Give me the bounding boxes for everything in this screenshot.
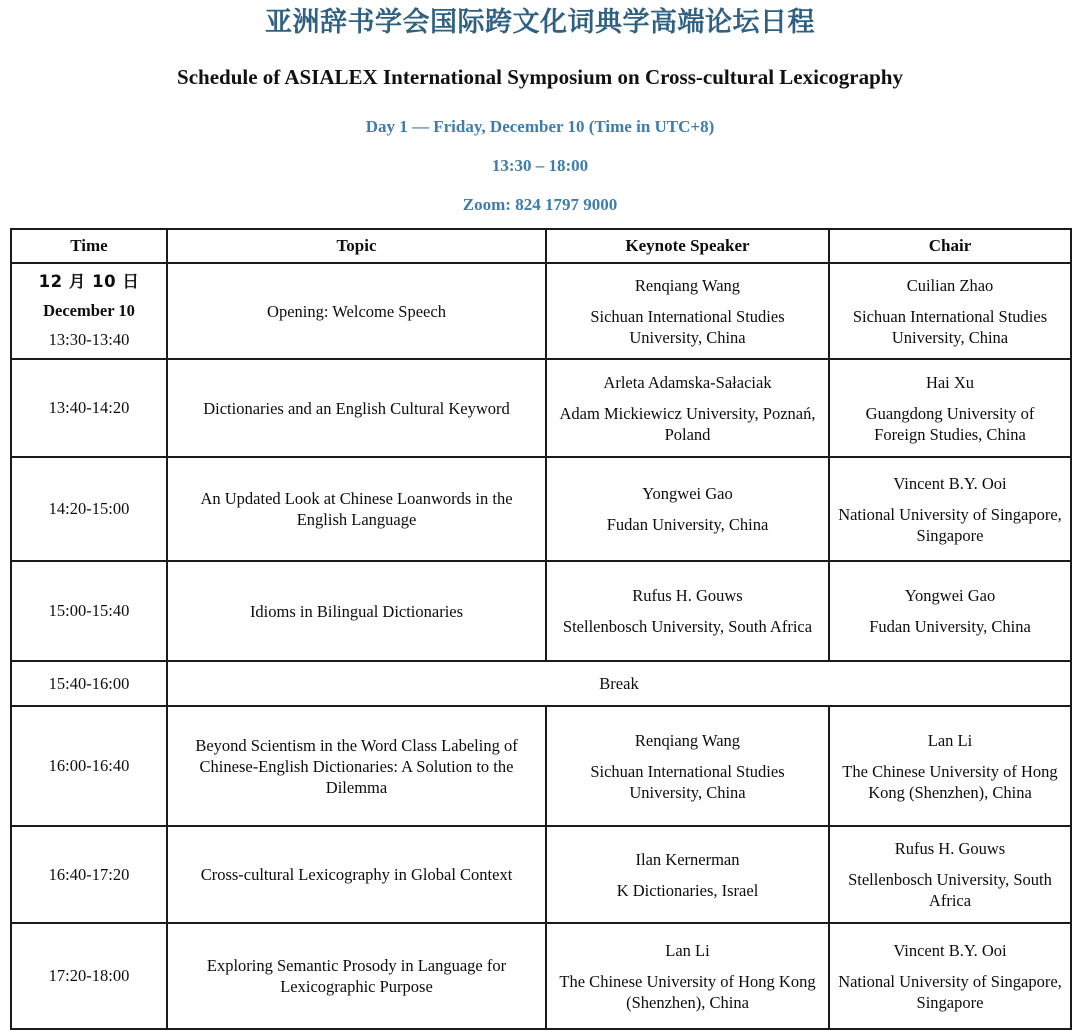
cell-chair-affiliation: Sichuan International Studies University, China [852, 306, 1048, 347]
cell-keynote-speaker-affiliation: Stellenbosch University, South Africa [562, 617, 813, 636]
cell-chair-name: Vincent B.Y. Ooi [893, 473, 1007, 493]
column-header-topic: Topic [167, 229, 546, 263]
cell-chair-affiliation: Fudan University, China [869, 617, 1031, 636]
time-range: 15:40-16:00 [48, 673, 130, 693]
cell-chair [829, 359, 1071, 457]
cell-keynote-speaker [546, 359, 829, 457]
document-header [0, 0, 1080, 216]
cell-topic: Cross-cultural Lexicography in Global Context [167, 826, 546, 923]
schedule-table-header [11, 229, 1071, 263]
cell-time [11, 661, 167, 706]
cell-chair-name: Rufus H. Gouws [894, 839, 1006, 858]
cell-time [11, 826, 167, 923]
cell-keynote-speaker-affiliation: The Chinese University of Hong Kong (Shenzhen), China [559, 971, 816, 1012]
cell-topic: Dictionaries and an English Cultural Keyword [167, 359, 546, 457]
cell-time [11, 706, 167, 826]
zoom-meeting-line: Zoom: 824 1797 9000 [462, 195, 618, 214]
schedule-table [10, 228, 1072, 1030]
cell-break-label: Break [167, 661, 1071, 706]
table-row [11, 706, 1071, 826]
time-range: 15:00-15:40 [48, 601, 130, 620]
cell-keynote-speaker [546, 263, 829, 359]
cell-keynote-speaker-affiliation: K Dictionaries, Israel [616, 880, 759, 900]
table-row [11, 457, 1071, 561]
cell-keynote-speaker-affiliation: Sichuan International Studies University, China [590, 306, 785, 347]
cell-chair-name: Lan Li [927, 730, 973, 750]
page-title-english: Schedule of ASIALEX International Symposium on Cross-cultural Lexicography [177, 65, 903, 89]
table-row [11, 561, 1071, 661]
cell-chair [829, 826, 1071, 923]
cell-chair [829, 706, 1071, 826]
cell-topic: An Updated Look at Chinese Loanwords in the English Language [167, 457, 546, 561]
cell-time [11, 457, 167, 561]
cell-keynote-speaker [546, 706, 829, 826]
column-header-keynote-speaker: Keynote Speaker [546, 229, 829, 263]
cell-keynote-speaker [546, 457, 829, 561]
cell-time [11, 561, 167, 661]
cell-chair-affiliation: National University of Singapore, Singapore [838, 504, 1062, 545]
cell-keynote-speaker [546, 923, 829, 1029]
time-range: 14:20-15:00 [48, 499, 130, 518]
cell-time [11, 359, 167, 457]
cell-keynote-speaker-name: Yongwei Gao [642, 484, 733, 503]
time-date-chinese: 12 月 10 日 [38, 272, 140, 291]
cell-time [11, 263, 167, 359]
cell-topic: Exploring Semantic Prosody in Language for Lexicographic Purpose [167, 923, 546, 1029]
cell-topic: Beyond Scientism in the Word Class Labeling of Chinese-English Dictionaries: A Solution to the Dilemma [167, 706, 546, 826]
cell-time [11, 923, 167, 1029]
schedule-table-body [11, 263, 1071, 1029]
time-range: 16:40-17:20 [48, 864, 130, 884]
time-range: 13:30-13:40 [48, 330, 130, 349]
table-header-row [11, 229, 1071, 263]
cell-chair-affiliation: Stellenbosch University, South Africa [848, 870, 1052, 910]
cell-keynote-speaker-name: Ilan Kernerman [635, 849, 740, 869]
table-row-break [11, 661, 1071, 706]
cell-chair-affiliation: Guangdong University of Foreign Studies, China [865, 403, 1035, 444]
cell-keynote-speaker-name: Rufus H. Gouws [632, 586, 743, 605]
cell-keynote-speaker [546, 561, 829, 661]
cell-keynote-speaker-name: Arleta Adamska-Sałaciak [603, 372, 772, 392]
time-range-line: 13:30 – 18:00 [491, 156, 589, 175]
cell-keynote-speaker-affiliation: Sichuan International Studies University, China [590, 761, 785, 802]
column-header-time: Time [11, 229, 167, 263]
time-date-english: December 10 [43, 301, 135, 320]
cell-topic: Idioms in Bilingual Dictionaries [167, 561, 546, 661]
page-title-chinese: 亚洲辞书学会国际跨文化词典学高端论坛日程 [265, 7, 815, 38]
cell-keynote-speaker-name: Renqiang Wang [634, 275, 741, 295]
cell-chair-affiliation: National University of Singapore, Singapore [838, 971, 1062, 1012]
time-range: 13:40-14:20 [48, 398, 130, 417]
cell-chair-name: Hai Xu [925, 372, 975, 392]
table-row [11, 826, 1071, 923]
cell-chair-name: Vincent B.Y. Ooi [893, 940, 1007, 960]
cell-keynote-speaker-affiliation: Fudan University, China [606, 515, 769, 534]
time-range: 16:00-16:40 [48, 756, 130, 775]
cell-chair [829, 923, 1071, 1029]
cell-keynote-speaker [546, 826, 829, 923]
day-line: Day 1 — Friday, December 10 (Time in UTC+8) [365, 117, 715, 136]
cell-chair [829, 263, 1071, 359]
cell-keynote-speaker-name: Renqiang Wang [634, 730, 741, 750]
table-row [11, 923, 1071, 1029]
cell-chair [829, 457, 1071, 561]
cell-chair-name: Yongwei Gao [904, 586, 996, 605]
table-row [11, 359, 1071, 457]
table-row [11, 263, 1071, 359]
cell-keynote-speaker-name: Lan Li [665, 940, 710, 960]
schedule-table-container [10, 228, 1070, 1030]
time-range: 17:20-18:00 [48, 966, 130, 985]
cell-topic: Opening: Welcome Speech [167, 263, 546, 359]
cell-chair-affiliation: The Chinese University of Hong Kong (Shenzhen), China [842, 761, 1058, 802]
cell-chair [829, 561, 1071, 661]
cell-chair-name: Cuilian Zhao [906, 275, 994, 295]
column-header-chair: Chair [829, 229, 1071, 263]
cell-keynote-speaker-affiliation: Adam Mickiewicz University, Poznań, Poland [559, 403, 816, 444]
